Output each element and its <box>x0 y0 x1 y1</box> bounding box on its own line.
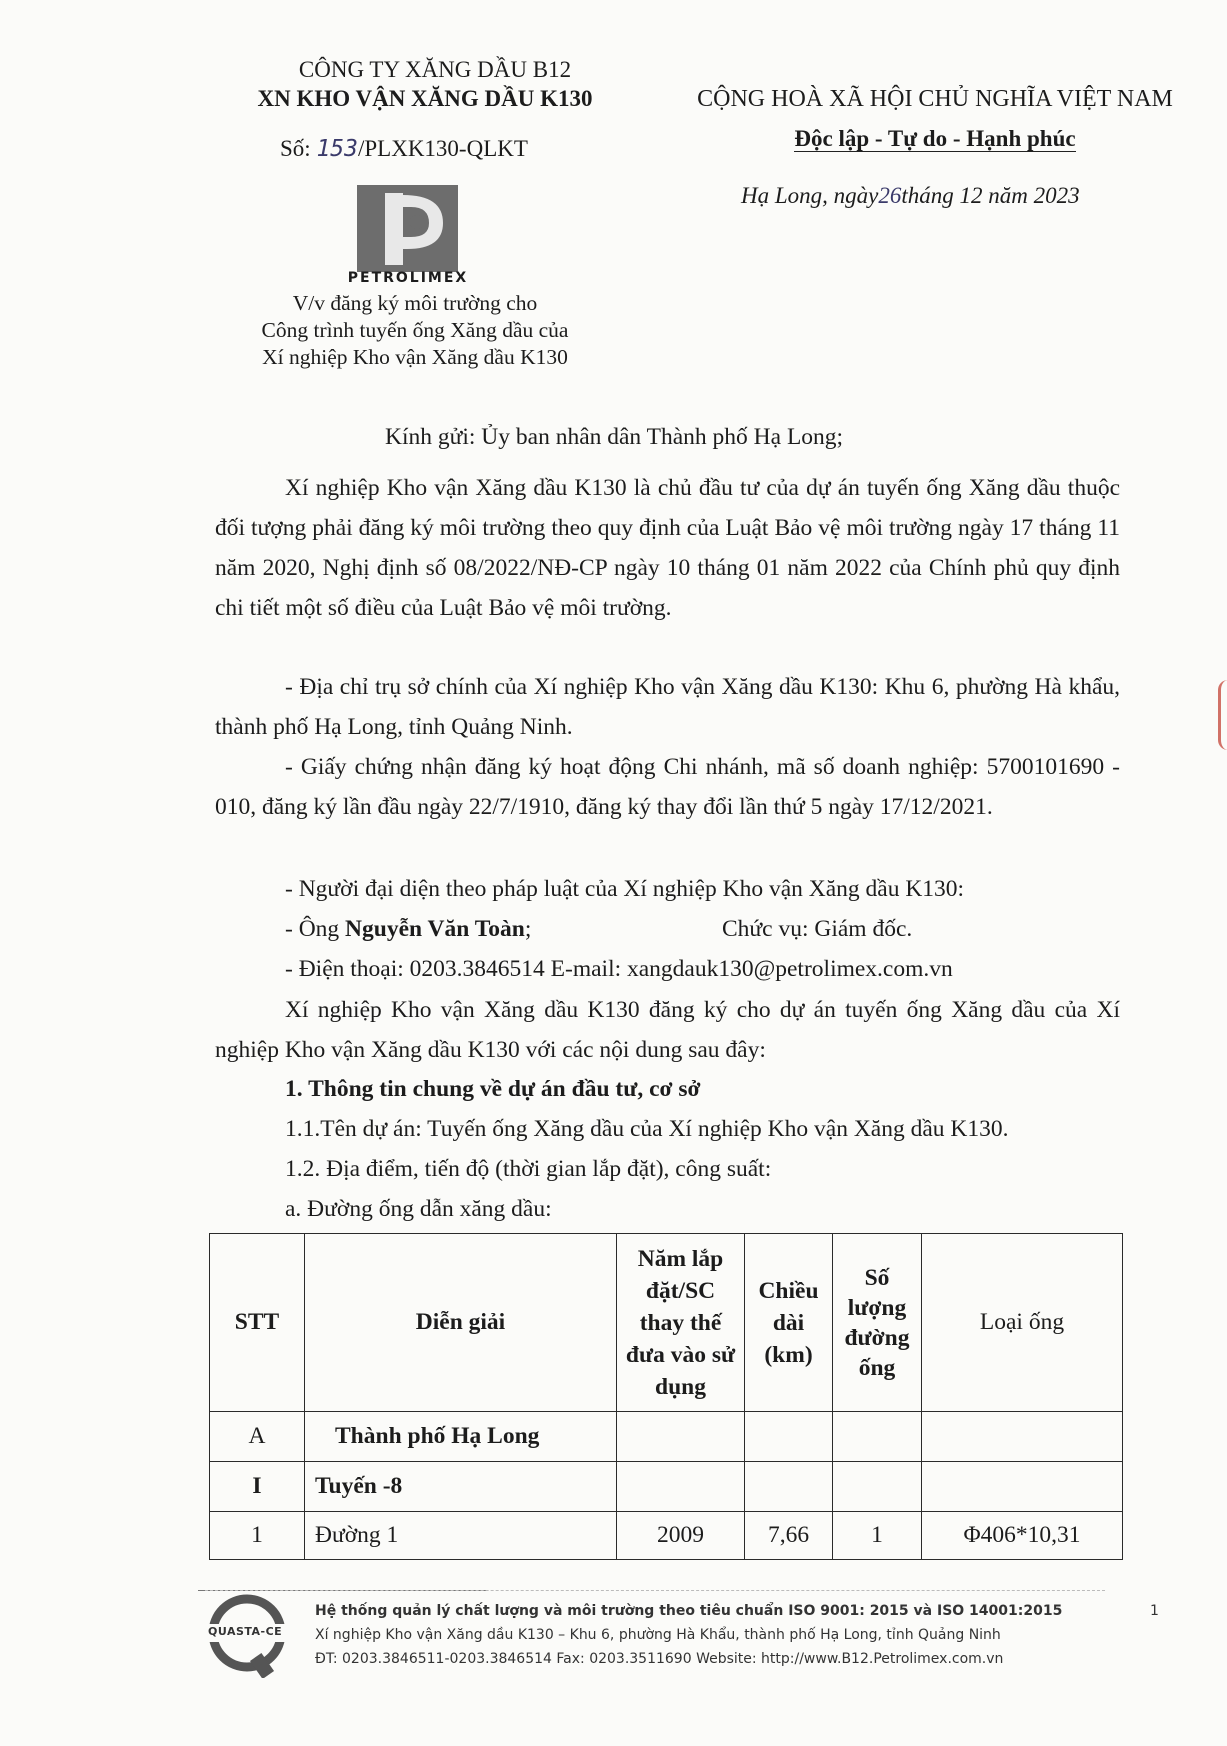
subject-line: Công trình tuyến ống Xăng dầu của <box>261 318 569 342</box>
header-description: Diễn giải <box>305 1234 617 1412</box>
petrolimex-logo-icon <box>357 185 458 272</box>
representative-line <box>285 916 531 943</box>
footer-iso-line: Hệ thống quản lý chất lượng và môi trường theo tiêu chuẩn ISO 9001: 2015 và ISO 14001:2015 <box>315 1603 1063 1619</box>
subject <box>215 290 615 371</box>
cell-description: Thành phố Hạ Long <box>305 1412 617 1462</box>
rep-prefix: - Ông <box>285 916 346 942</box>
quasta-logo <box>205 1593 295 1678</box>
header-stt: STT <box>210 1234 305 1412</box>
rep-suffix: ; <box>524 916 532 942</box>
cell-description: Đường 1 <box>305 1512 617 1560</box>
doc-number-prefix: Số: <box>280 136 317 161</box>
cell-pipe-type <box>922 1462 1123 1512</box>
nation-title: CỘNG HOÀ XÃ HỘI CHỦ NGHĨA VIỆT NAM <box>697 86 1173 112</box>
footer-address-line: Xí nghiệp Kho vận Xăng dầu K130 – Khu 6, phường Hà Khẩu, thành phố Hạ Long, tỉnh Quảng Ninh <box>315 1627 1001 1643</box>
rep-position: Chức vụ: Giám đốc. <box>722 916 913 942</box>
header-install-year: Năm lắp đặt/SC thay thế đưa vào sử dụng <box>617 1234 745 1412</box>
header-pipe-count: Số lượng đường ống <box>833 1234 922 1412</box>
representative-intro: - Người đại diện theo pháp luật của Xí nghiệp Kho vận Xăng dầu K130: <box>285 876 965 902</box>
pipeline-table <box>209 1233 1123 1560</box>
table-header-row <box>210 1234 1123 1412</box>
subject-line: Xí nghiệp Kho vận Xăng dầu K130 <box>262 345 568 369</box>
cell-install-year <box>617 1412 745 1462</box>
cell-stt: A <box>210 1412 305 1462</box>
cell-length <box>745 1412 833 1462</box>
registration-paragraph: - Giấy chứng nhận đăng ký hoạt động Chi nhánh, mã số doanh nghiệp: 5700101690 - 010, đăng ký lần đầu ngày 22/7/1910, đăng ký thay đổi lần thứ 5 ngày 17/12/2021. <box>215 754 1120 820</box>
cell-pipe-type: Φ406*10,31 <box>922 1512 1123 1560</box>
company-name: CÔNG TY XĂNG DẦU B12 <box>298 57 572 82</box>
contact-line: - Điện thoại: 0203.3846514 E-mail: xangdauk130@petrolimex.com.vn <box>285 956 953 982</box>
cell-length <box>745 1462 833 1512</box>
table-row <box>210 1462 1123 1512</box>
item-1-1: 1.1.Tên dự án: Tuyến ống Xăng dầu của Xí nghiệp Kho vận Xăng dầu K130. <box>285 1116 1009 1142</box>
header-pipe-type: Loại ống <box>922 1234 1123 1412</box>
intro-paragraph: Xí nghiệp Kho vận Xăng dầu K130 là chủ đầu tư của dự án tuyến ống Xăng dầu thuộc đối tượng phải đăng ký môi trường theo quy định của Luật Bảo vệ môi trường ngày 17 tháng 11 năm 2020, Nghị định số 08/2022/NĐ-CP ngày 10 tháng 01 năm 2022 của Chính phủ quy định chi tiết một số điều của Luật Bảo vệ môi trường. <box>215 475 1120 621</box>
logo-caption: PETROLIMEX <box>347 270 469 286</box>
item-a: a. Đường ống dẫn xăng dầu: <box>285 1196 552 1222</box>
cell-install-year <box>617 1462 745 1512</box>
cell-pipe-type <box>922 1412 1123 1462</box>
footer-rule <box>205 1590 1105 1591</box>
footer-contact-line: ĐT: 0203.3846511-0203.3846514 Fax: 0203.3511690 Website: http://www.B12.Petrolimex.com.vn <box>315 1651 1004 1667</box>
doc-number-handwritten: 153 <box>316 136 358 162</box>
cell-pipe-count <box>833 1412 922 1462</box>
cell-install-year: 2009 <box>617 1512 745 1560</box>
header-length: Chiều dài (km) <box>745 1234 833 1412</box>
petrolimex-logo <box>357 185 458 272</box>
date-line <box>741 183 1080 209</box>
quasta-logo-text: QUASTA-CE <box>208 1625 283 1638</box>
doc-number <box>280 136 528 162</box>
recipient: Kính gửi: Ủy ban nhân dân Thành phố Hạ Long; <box>385 424 844 450</box>
cell-description: Tuyến -8 <box>305 1462 617 1512</box>
address-paragraph: - Địa chỉ trụ sở chính của Xí nghiệp Kho vận Xăng dầu K130: Khu 6, phường Hà khẩu, thành phố Hạ Long, tỉnh Quảng Ninh. <box>215 674 1120 740</box>
table-row <box>210 1512 1123 1560</box>
cell-stt: I <box>210 1462 305 1512</box>
doc-number-suffix: /PLXK130-QLKT <box>357 136 528 161</box>
subject-line: V/v đăng ký môi trường cho <box>292 291 538 315</box>
registration-intro-paragraph: Xí nghiệp Kho vận Xăng dầu K130 đăng ký cho dự án tuyến ống Xăng dầu của Xí nghiệp Kho vận Xăng dầu K130 với các nội dung sau đây: <box>215 997 1120 1063</box>
cell-pipe-count <box>833 1462 922 1512</box>
rep-name: Nguyễn Văn Toàn <box>345 916 525 942</box>
cell-pipe-count: 1 <box>833 1512 922 1560</box>
red-stamp-edge <box>1218 680 1227 750</box>
cell-stt: 1 <box>210 1512 305 1560</box>
motto <box>670 126 1200 152</box>
date-suffix: tháng 12 năm 2023 <box>901 183 1080 208</box>
motto-text: Độc lập - Tự do - Hạnh phúc <box>794 126 1076 151</box>
page-number: 1 <box>1150 1603 1159 1619</box>
cell-length: 7,66 <box>745 1512 833 1560</box>
date-day-handwritten: 26 <box>878 183 902 208</box>
section-1-heading: 1. Thông tin chung về dự án đầu tư, cơ sở <box>285 1076 701 1102</box>
date-prefix: Hạ Long, ngày <box>741 183 879 208</box>
table-row <box>210 1412 1123 1462</box>
item-1-2: 1.2. Địa điểm, tiến độ (thời gian lắp đặt), công suất: <box>285 1156 772 1182</box>
enterprise-name: XN KHO VẬN XĂNG DẦU K130 <box>257 86 593 111</box>
